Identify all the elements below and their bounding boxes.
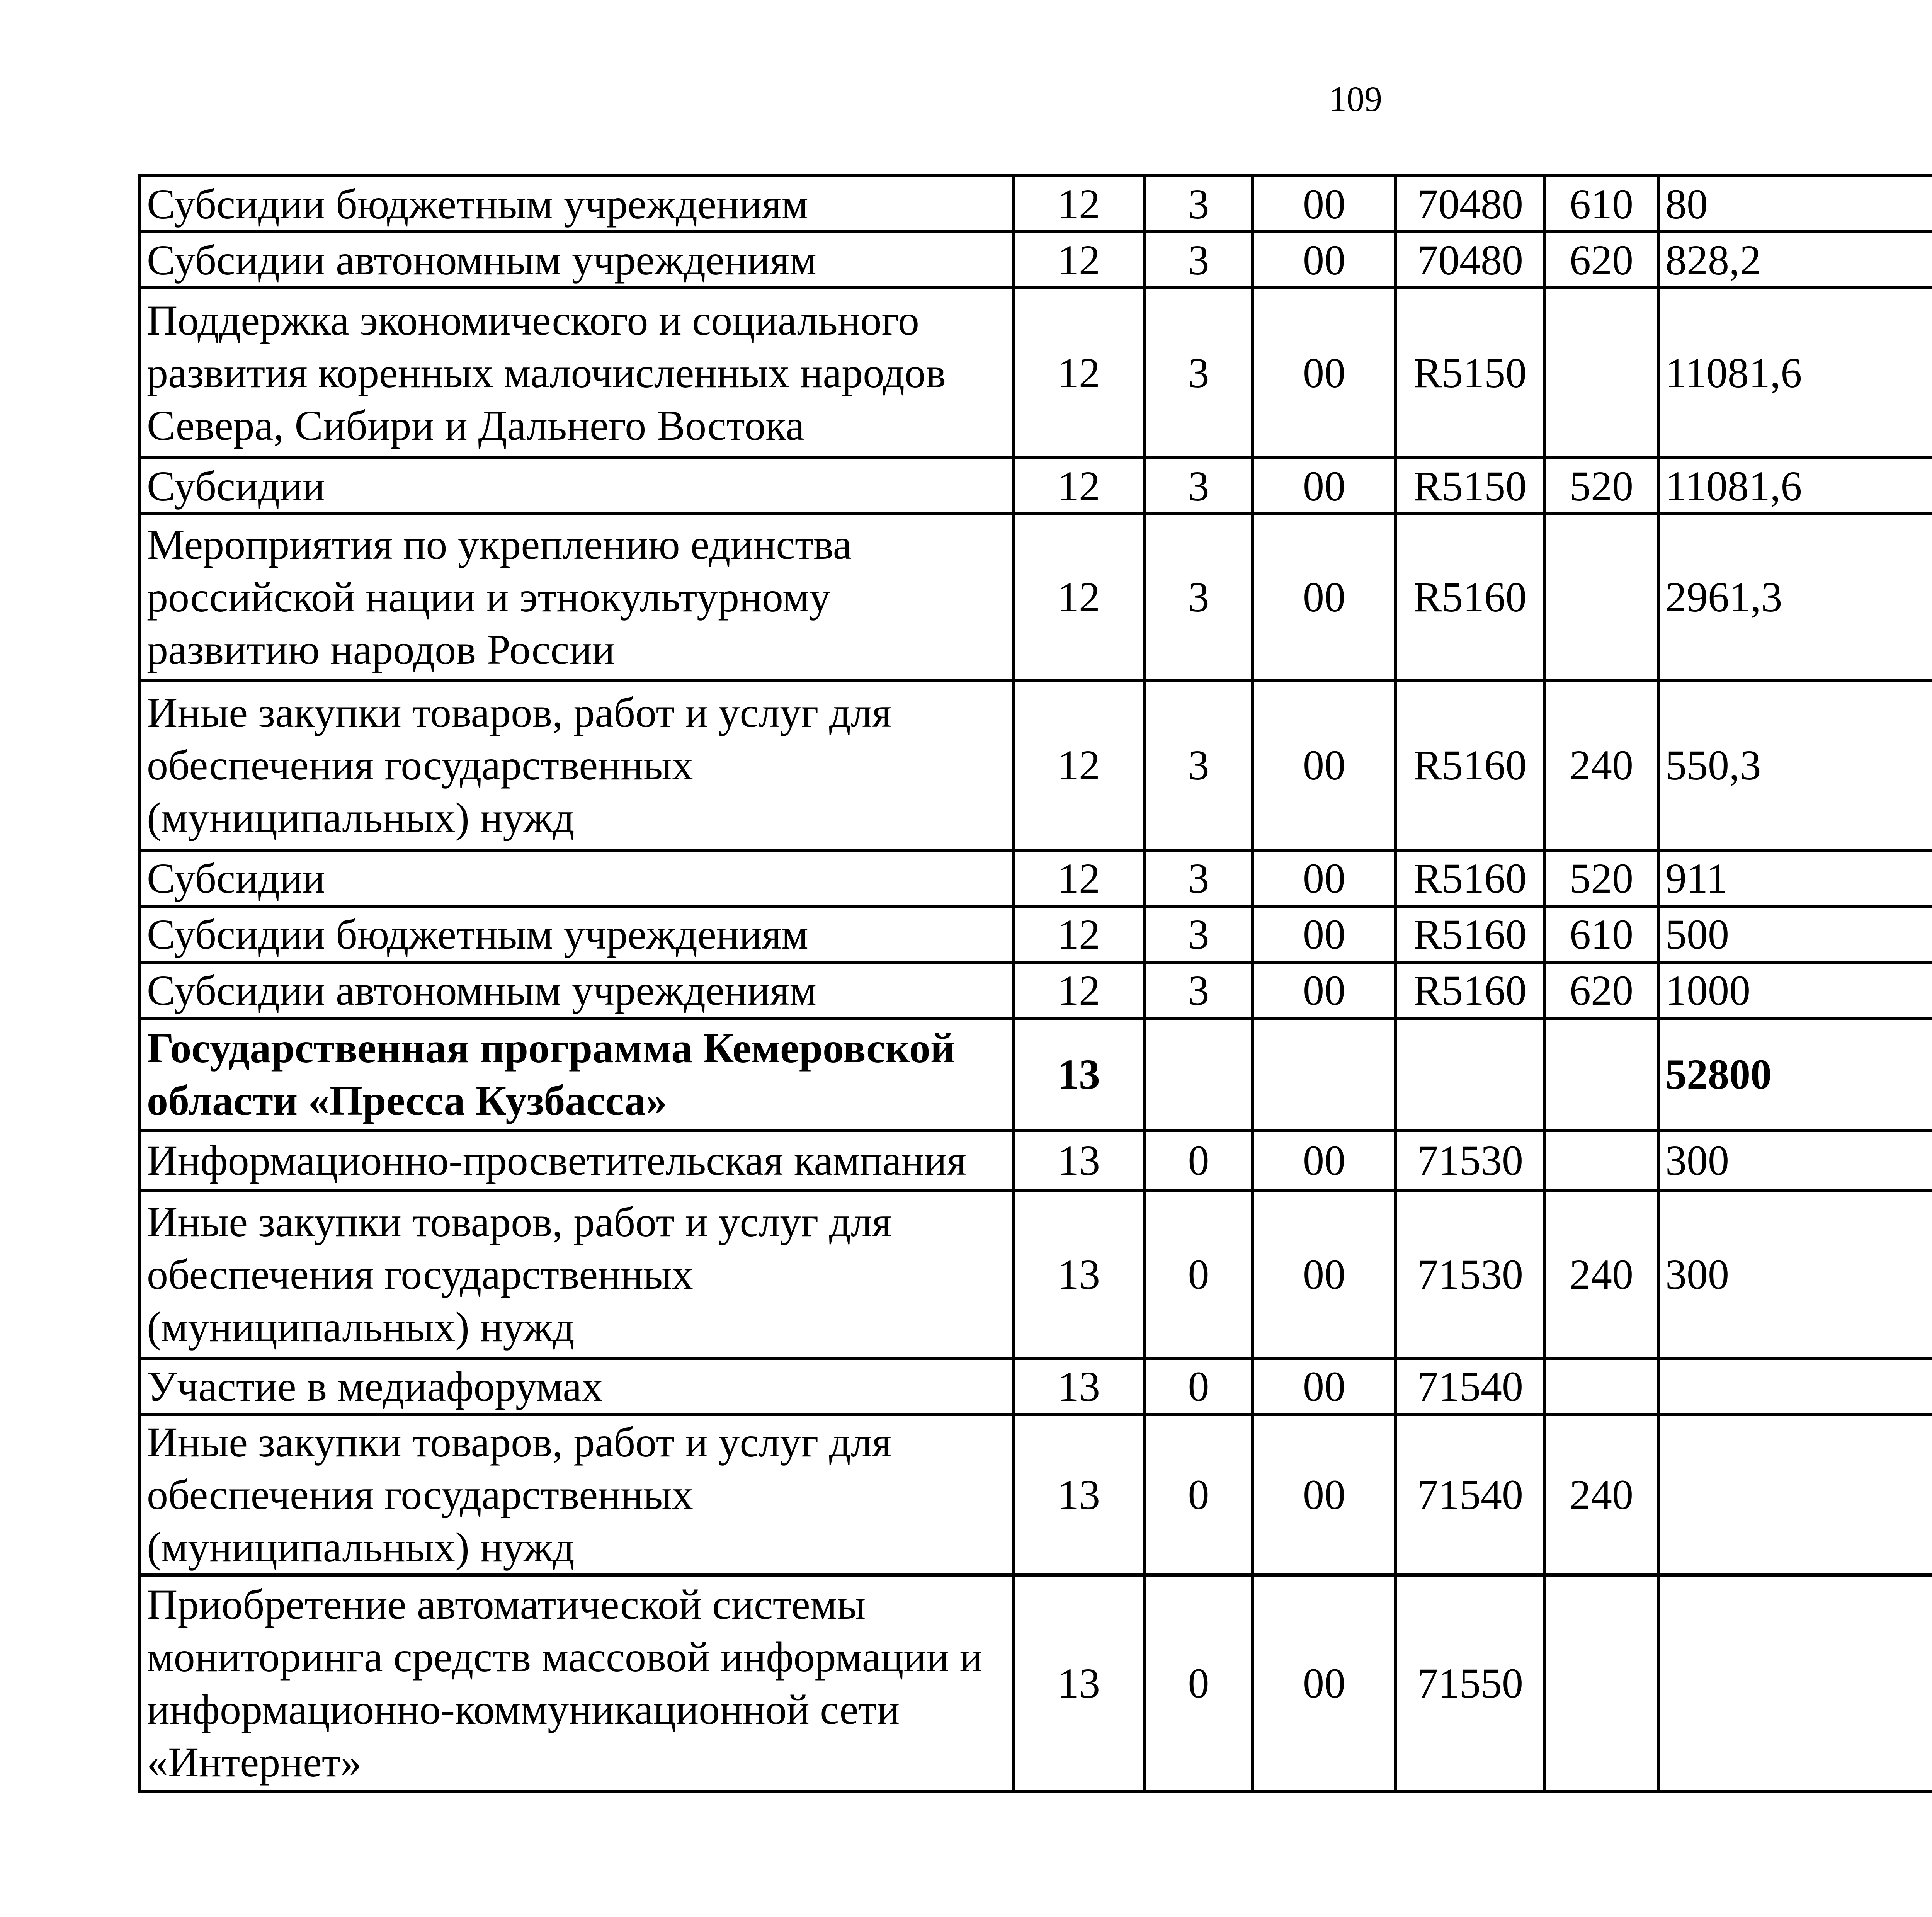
expense-type-cell [1544,288,1658,458]
direction-code-cell: 71530 [1396,1190,1544,1358]
subprogram-code-cell: 0 [1145,1358,1253,1414]
expense-type-cell: 520 [1544,458,1658,514]
row-name-cell: Субсидии бюджетным учреждениям [140,176,1013,232]
main-event-code-cell: 00 [1253,906,1396,962]
section-code-cell: 12 [1013,232,1145,288]
section-code-cell: 12 [1013,458,1145,514]
amount-year1-cell [1658,1414,1932,1575]
amount-year1-cell: 2961,3 [1658,514,1932,680]
table-row [140,1575,1932,1791]
budget-table [138,174,1932,1793]
section-code-cell: 12 [1013,906,1145,962]
subprogram-code-cell: 3 [1145,850,1253,906]
direction-code-cell: R5160 [1396,906,1544,962]
table-row [140,514,1932,680]
table-row [140,962,1932,1018]
direction-code-cell: 71530 [1396,1130,1544,1190]
table-row [140,1018,1932,1130]
main-event-code-cell: 00 [1253,176,1396,232]
main-event-code-cell: 00 [1253,1414,1396,1575]
subprogram-code-cell: 0 [1145,1190,1253,1358]
table-row [140,906,1932,962]
amount-year1-cell: 1000 [1658,962,1932,1018]
section-code-cell: 13 [1013,1190,1145,1358]
page-number: 109 [1329,79,1382,119]
amount-year1-cell: 300 [1658,1130,1932,1190]
main-event-code-cell: 00 [1253,850,1396,906]
subprogram-code-cell: 0 [1145,1575,1253,1791]
main-event-code-cell: 00 [1253,458,1396,514]
expense-type-cell: 240 [1544,680,1658,850]
main-event-code-cell: 00 [1253,1190,1396,1358]
section-code-cell: 13 [1013,1018,1145,1130]
amount-year1-cell: 300 [1658,1190,1932,1358]
expense-type-cell: 520 [1544,850,1658,906]
section-code-cell: 13 [1013,1130,1145,1190]
table-row [140,1414,1932,1575]
section-code-cell: 13 [1013,1575,1145,1791]
main-event-code-cell: 00 [1253,288,1396,458]
direction-code-cell: R5160 [1396,850,1544,906]
section-code-cell: 12 [1013,850,1145,906]
table-row [140,458,1932,514]
main-event-code-cell: 00 [1253,1130,1396,1190]
amount-year1-cell: 11081,6 [1658,458,1932,514]
subprogram-code-cell: 3 [1145,458,1253,514]
table-row [140,680,1932,850]
subprogram-code-cell: 3 [1145,288,1253,458]
row-name-cell: Государственная программа Кемеровской области «Пресса Кузбасса» [140,1018,1013,1130]
direction-code-cell: R5150 [1396,288,1544,458]
expense-type-cell: 610 [1544,906,1658,962]
amount-year1-cell: 11081,6 [1658,288,1932,458]
amount-year1-cell: 550,3 [1658,680,1932,850]
expense-type-cell [1544,514,1658,680]
section-code-cell: 13 [1013,1414,1145,1575]
expense-type-cell: 240 [1544,1190,1658,1358]
row-name-cell: Участие в медиафорумах [140,1358,1013,1414]
main-event-code-cell: 00 [1253,232,1396,288]
amount-year1-cell: 80 [1658,176,1932,232]
table-row [140,176,1932,232]
row-name-cell: Субсидии бюджетным учреждениям [140,906,1013,962]
direction-code-cell: 70480 [1396,232,1544,288]
main-event-code-cell: 00 [1253,680,1396,850]
subprogram-code-cell: 3 [1145,232,1253,288]
expense-type-cell: 240 [1544,1414,1658,1575]
direction-code-cell: R5160 [1396,514,1544,680]
subprogram-code-cell: 0 [1145,1414,1253,1575]
main-event-code-cell: 00 [1253,1575,1396,1791]
subprogram-code-cell: 3 [1145,176,1253,232]
direction-code-cell: R5160 [1396,680,1544,850]
expense-type-cell [1544,1358,1658,1414]
main-event-code-cell: 00 [1253,1358,1396,1414]
row-name-cell: Приобретение автоматической системы мониторинга средств массовой информации и информационно-коммуникационной сети «Интернет» [140,1575,1013,1791]
subprogram-code-cell: 3 [1145,962,1253,1018]
section-code-cell: 12 [1013,288,1145,458]
main-event-code-cell: 00 [1253,962,1396,1018]
row-name-cell: Субсидии [140,458,1013,514]
section-code-cell: 13 [1013,1358,1145,1414]
table-row [140,232,1932,288]
direction-code-cell: 71540 [1396,1358,1544,1414]
expense-type-cell [1544,1575,1658,1791]
row-name-cell: Поддержка экономического и социального развития коренных малочисленных народов Севера, Сибири и Дальнего Востока [140,288,1013,458]
table-row [140,1130,1932,1190]
amount-year1-cell: 52800 [1658,1018,1932,1130]
direction-code-cell: 70480 [1396,176,1544,232]
main-event-code-cell [1253,1018,1396,1130]
table-row [140,1358,1932,1414]
amount-year1-cell: 828,2 [1658,232,1932,288]
amount-year1-cell: 911 [1658,850,1932,906]
amount-year1-cell [1658,1575,1932,1791]
row-name-cell: Субсидии автономным учреждениям [140,232,1013,288]
amount-year1-cell [1658,1358,1932,1414]
row-name-cell: Субсидии [140,850,1013,906]
section-code-cell: 12 [1013,680,1145,850]
expense-type-cell [1544,1130,1658,1190]
row-name-cell: Иные закупки товаров, работ и услуг для обеспечения государственных (муниципальных) нужд [140,1190,1013,1358]
section-code-cell: 12 [1013,514,1145,680]
row-name-cell: Информационно-просветительская кампания [140,1130,1013,1190]
section-code-cell: 12 [1013,962,1145,1018]
expense-type-cell: 620 [1544,232,1658,288]
row-name-cell: Мероприятия по укреплению единства российской нации и этнокультурному развитию народов России [140,514,1013,680]
direction-code-cell: 71550 [1396,1575,1544,1791]
table-row [140,850,1932,906]
subprogram-code-cell: 3 [1145,680,1253,850]
row-name-cell: Иные закупки товаров, работ и услуг для обеспечения государственных (муниципальных) нужд [140,1414,1013,1575]
expense-type-cell: 620 [1544,962,1658,1018]
table-row [140,1190,1932,1358]
subprogram-code-cell: 0 [1145,1130,1253,1190]
expense-type-cell [1544,1018,1658,1130]
row-name-cell: Субсидии автономным учреждениям [140,962,1013,1018]
direction-code-cell: R5150 [1396,458,1544,514]
direction-code-cell: 71540 [1396,1414,1544,1575]
subprogram-code-cell: 3 [1145,514,1253,680]
direction-code-cell: R5160 [1396,962,1544,1018]
subprogram-code-cell [1145,1018,1253,1130]
expense-type-cell: 610 [1544,176,1658,232]
subprogram-code-cell: 3 [1145,906,1253,962]
amount-year1-cell: 500 [1658,906,1932,962]
direction-code-cell [1396,1018,1544,1130]
section-code-cell: 12 [1013,176,1145,232]
table-row [140,288,1932,458]
row-name-cell: Иные закупки товаров, работ и услуг для обеспечения государственных (муниципальных) нужд [140,680,1013,850]
main-event-code-cell: 00 [1253,514,1396,680]
